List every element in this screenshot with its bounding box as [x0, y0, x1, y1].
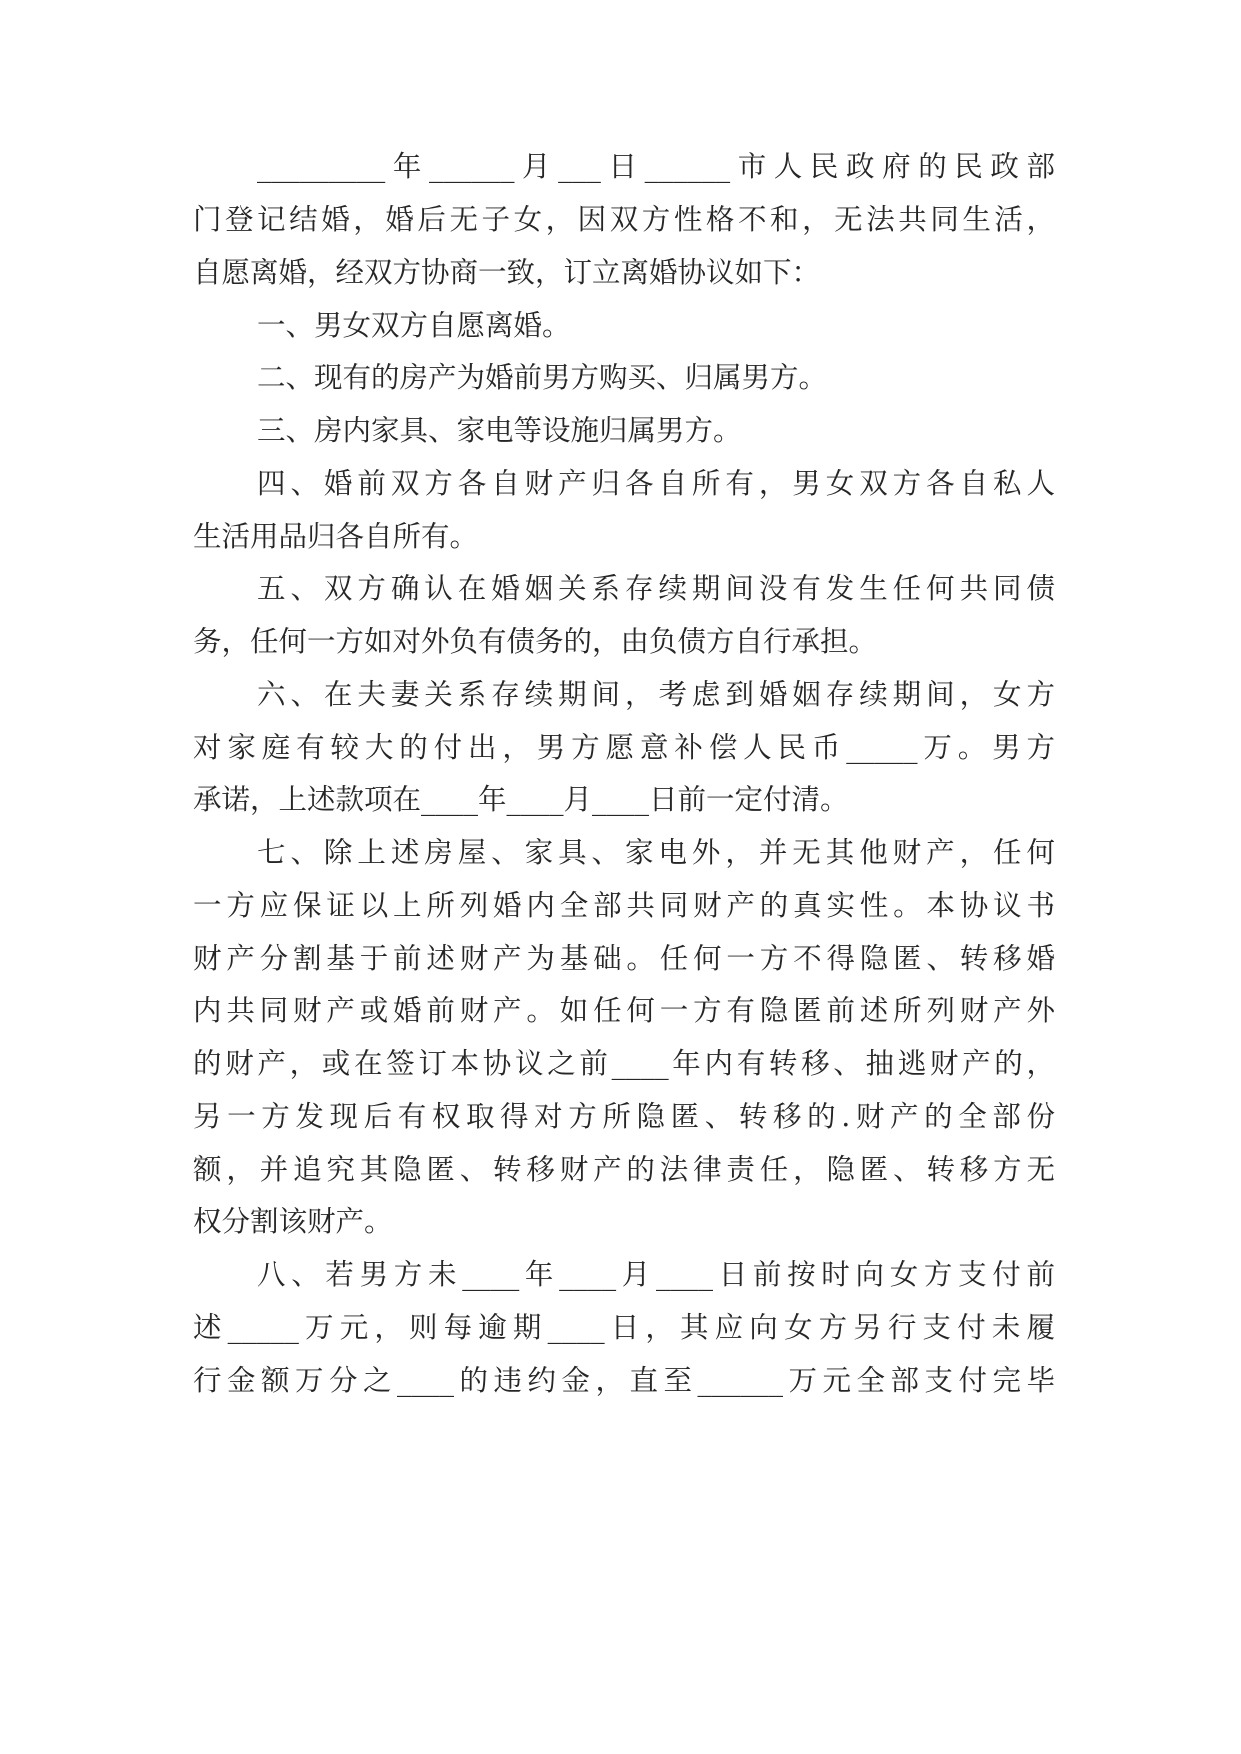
text-line: 权分割该财产。	[193, 1205, 393, 1238]
text-line: 务，任何一方如对外负有债务的，由负债方自行承担。	[193, 625, 878, 658]
text-line: 三、房内家具、家电等设施归属男方。	[257, 414, 742, 447]
text-line: 另一方发现后有权取得对方所隐匿、转移的.财产的全部份	[193, 1100, 1055, 1133]
text-line: 对家庭有较大的付出，男方愿意补偿人民币_____万。男方	[193, 731, 1055, 764]
text-line: 一、男女双方自愿离婚。	[257, 309, 571, 342]
text-line: 一方应保证以上所列婚内全部共同财产的真实性。本协议书	[193, 889, 1055, 922]
text-line: 行金额万分之____的违约金，直至______万元全部支付完毕	[193, 1364, 1055, 1397]
text-line: 七、除上述房屋、家具、家电外，并无其他财产，任何	[257, 836, 1055, 869]
text-line: 自愿离婚，经双方协商一致，订立离婚协议如下：	[193, 256, 821, 289]
text-line: 的财产，或在签订本协议之前____年内有转移、抽逃财产的，	[193, 1047, 1055, 1080]
text-line: 门登记结婚，婚后无子女，因双方性格不和，无法共同生活，	[193, 203, 1055, 236]
text-line: 额，并追究其隐匿、转移财产的法律责任，隐匿、转移方无	[193, 1153, 1055, 1186]
text-line: 承诺，上述款项在____年____月____日前一定付清。	[193, 783, 849, 816]
text-line: 八、若男方未____年____月____日前按时向女方支付前	[257, 1258, 1055, 1291]
text-line: 述_____万元，则每逾期____日，其应向女方另行支付未履	[193, 1311, 1055, 1344]
text-line: _________年______月___日______市人民政府的民政部	[257, 150, 1055, 183]
text-line: 生活用品归各自所有。	[193, 520, 479, 553]
text-line: 内共同财产或婚前财产。如任何一方有隐匿前述所列财产外	[193, 994, 1055, 1027]
text-line: 四、婚前双方各自财产归各自所有，男女双方各自私人	[257, 467, 1055, 500]
text-line: 五、双方确认在婚姻关系存续期间没有发生任何共同债	[257, 572, 1055, 605]
text-line: 六、在夫妻关系存续期间，考虑到婚姻存续期间，女方	[257, 678, 1055, 711]
text-line: 财产分割基于前述财产为基础。任何一方不得隐匿、转移婚	[193, 942, 1055, 975]
text-line: 二、现有的房产为婚前男方购买、归属男方。	[257, 361, 828, 394]
